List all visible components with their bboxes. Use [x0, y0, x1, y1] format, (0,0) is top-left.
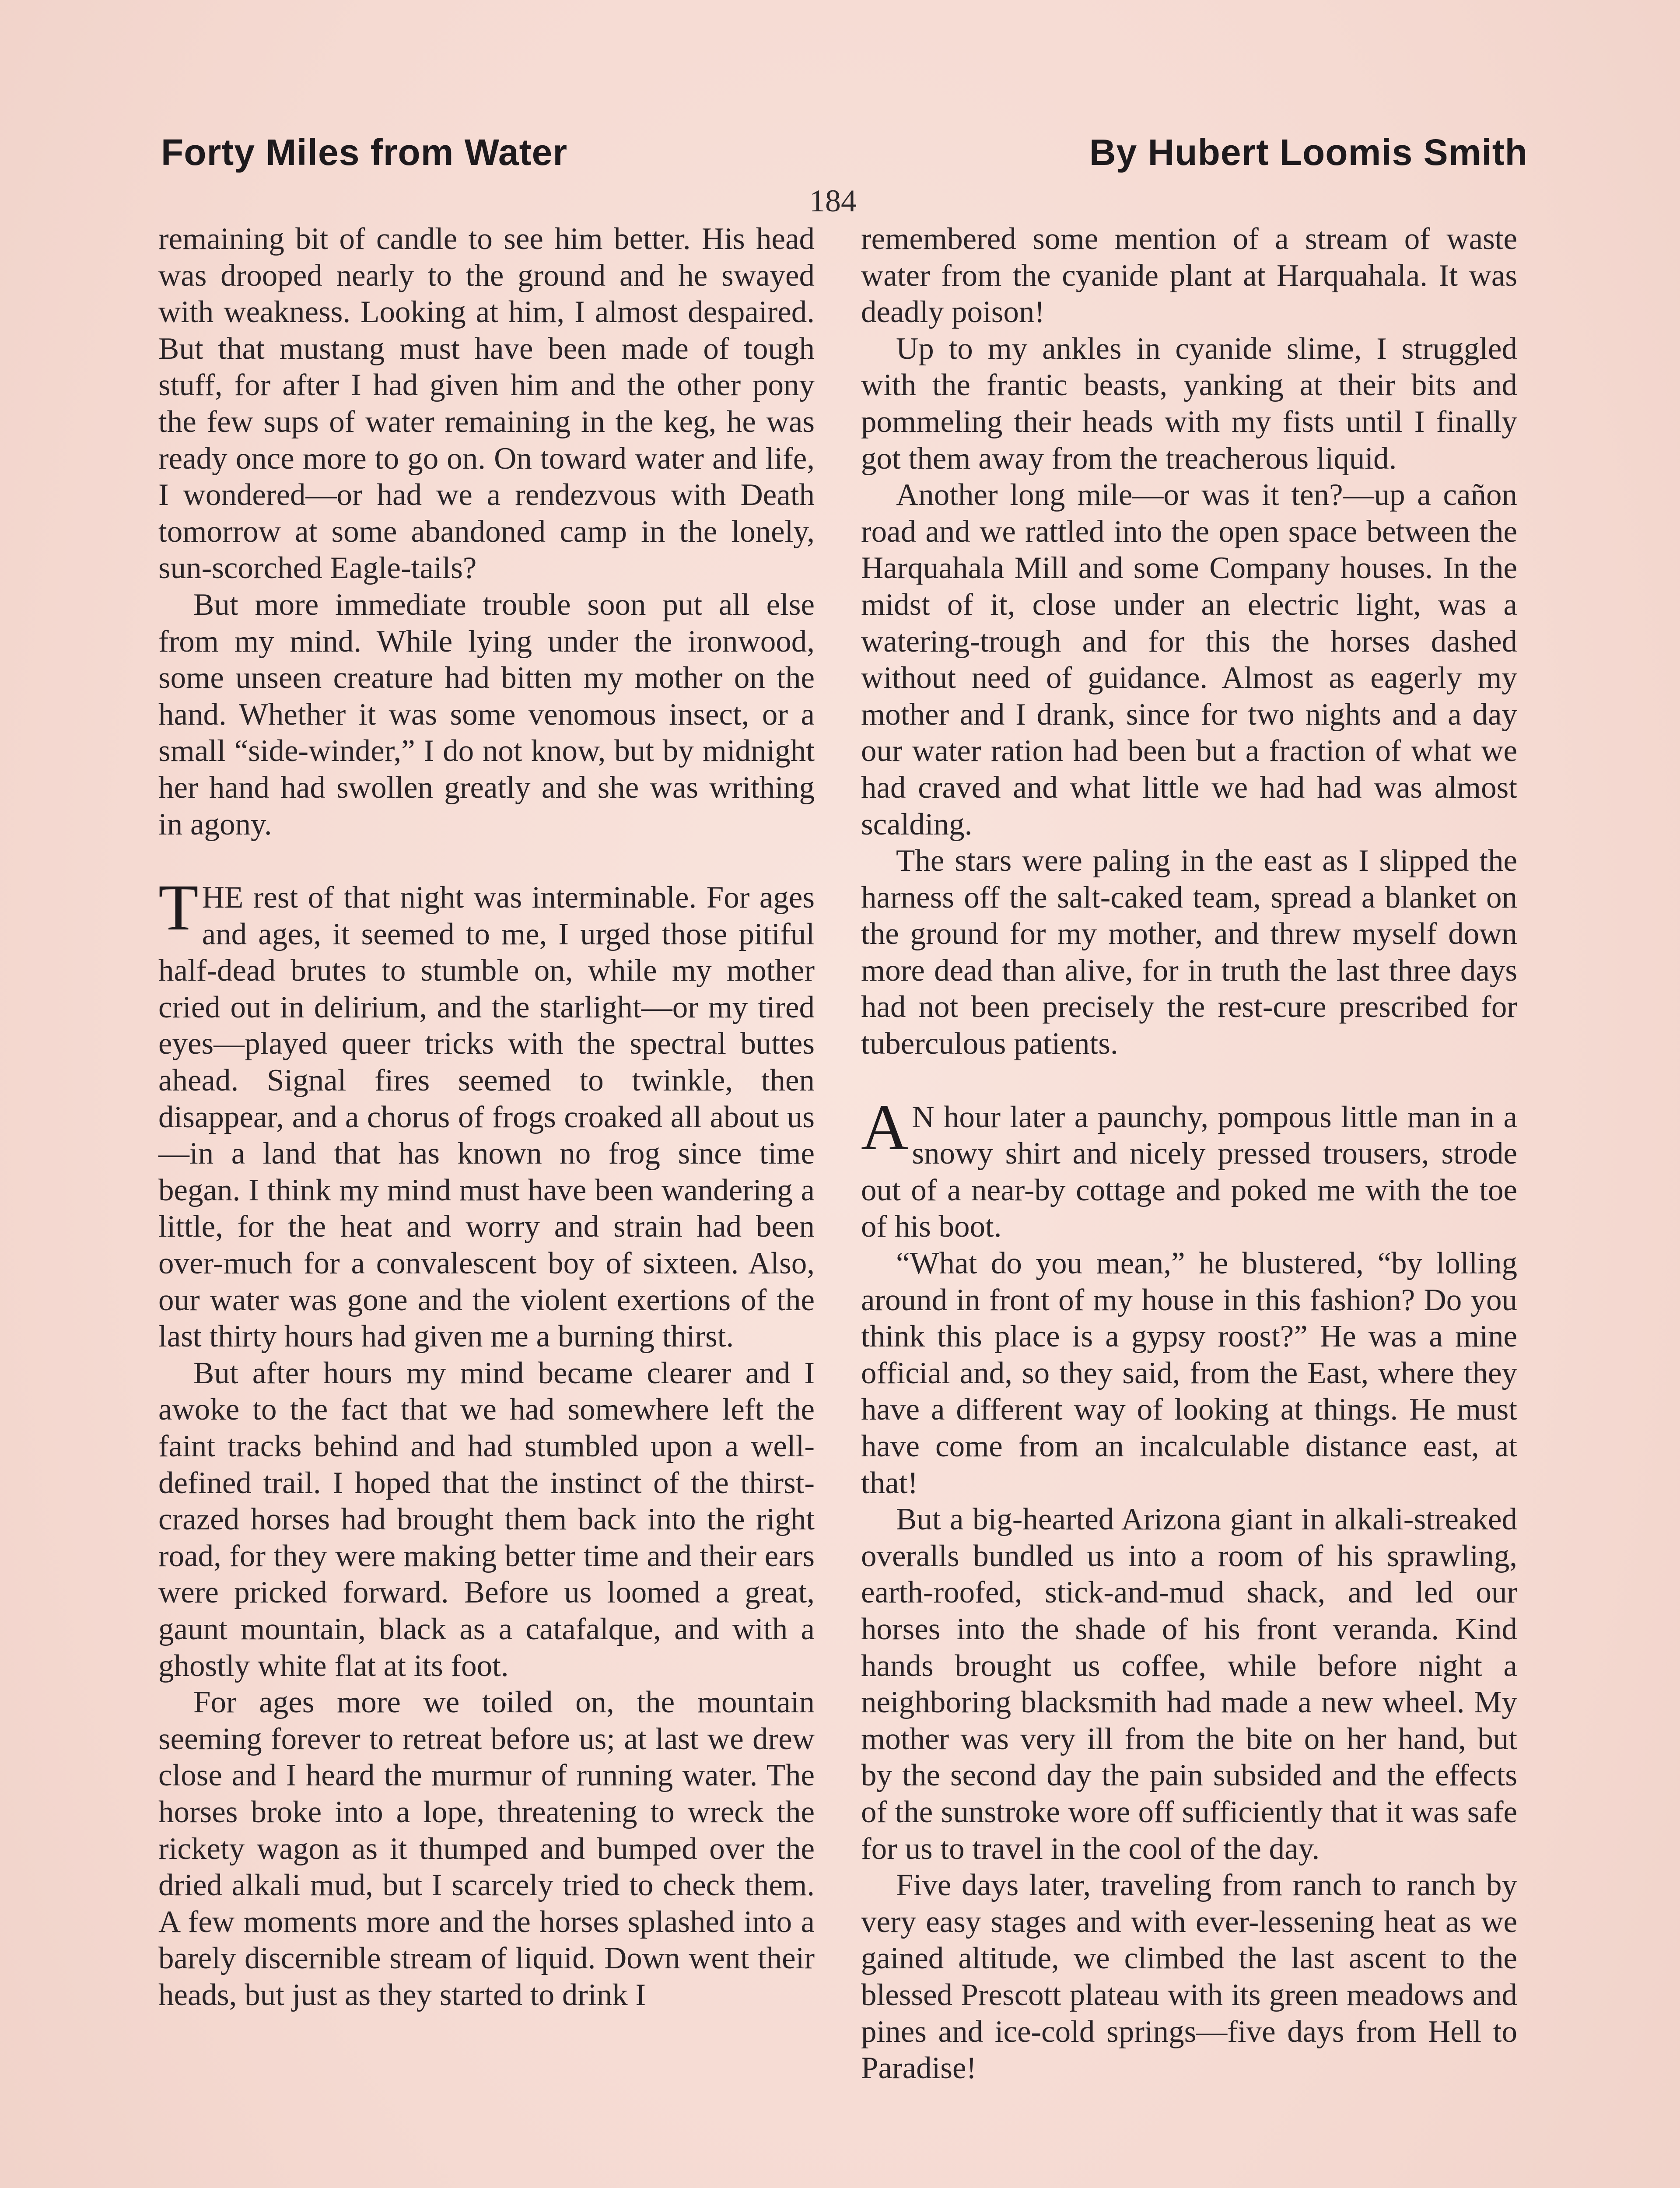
page-number: 184	[809, 183, 857, 218]
paragraph: The stars were paling in the east as I slipped the harness off the salt-caked team, spread a blanket on the ground for my mother, and threw myself down more dead than alive, for in truth the last three days had not been precisely the rest-cure prescribed for tuberculous patients.	[861, 844, 1517, 1061]
paragraph: But a big-hearted Arizona giant in alkali-streaked overalls bundled us into a room of his sprawling, earth-roofed, stick-and-mud shack, and led our horses into the shade of his front veranda. Kind hands brought us coffee, while before night a neighboring blacksmith had made a new wheel. My mother was very ill from the bite on her hand, but by the second day the pain subsided and the effects of the sunstroke wore off sufficiently that it was safe for us to travel in the cool of the day.	[861, 1502, 1517, 1866]
paragraph: But more immediate trouble soon put all else from my mind. While lying under the ironwood, some unseen creature had bitten my mother on the hand. Whether it was some venomous insect, or a small “side-winder,” I do not know, but by midnight her hand had swollen greatly and she was writhing in agony.	[158, 587, 815, 842]
paragraph: remaining bit of candle to see him better. His head was drooped nearly to the ground and he swayed with weakness. Looking at him, I almost despaired. But that mustang must have been made of tough stuff, for after I had given him and the other pony the few sups of water remaining in the keg, he was ready once more to go on. On toward water and life, I wondered—or had we a rendezvous with Death tomorrow at some abandoned camp in the lonely, sun-scorched Eagle-tails?	[158, 222, 815, 586]
left-text-column	[158, 221, 815, 2014]
paragraph: But after hours my mind became clearer and I awoke to the fact that we had somewhere left the faint tracks behind and had stumbled upon a well-defined trail. I hoped that the instinct of the thirst-crazed horses had brought them back into the right road, for they were making better time and their ears were pricked forward. Before us loomed a great, gaunt mountain, black as a catafalque, and with a ghostly white flat at its foot.	[158, 1356, 815, 1683]
story-title: Forty Miles from Water	[161, 132, 568, 173]
drop-cap: T	[158, 871, 199, 944]
section-start-paragraph	[861, 1090, 1517, 1245]
paragraph: For ages more we toiled on, the mountain seeming forever to retreat before us; at last we drew close and I heard the murmur of running water. The horses broke into a lope, threatening to wreck the rickety wagon as it thumped and bumped over the dried alkali mud, but I scarcely tried to check them. A few moments more and the horses splashed into a barely discernible stream of liquid. Down went their heads, but just as they started to drink I	[158, 1685, 815, 2012]
right-text-column	[861, 221, 1517, 2087]
story-author: By Hubert Loomis Smith	[1089, 132, 1528, 173]
drop-cap: A	[861, 1090, 909, 1164]
paragraph-text: HE rest of that night was interminable. For ages and ages, it seemed to me, I urged those pitiful half-dead brutes to stumble on, while my mother cried out in delirium, and the starlight—or my tired eyes—played queer tricks with the spectral buttes ahead. Signal fires seemed to twinkle, then disappear, and a chorus of frogs croaked all about us—in a land that has known no frog since time began. I think my mind must have been wandering a little, for the heat and worry and strain had been over-much for a convalescent boy of sixteen. Also, our water was gone and the violent exertions of the last thirty hours had given me a burning thirst.	[158, 880, 815, 1354]
paragraph: Another long mile—or was it ten?—up a cañon road and we rattled into the open space between the Harquahala Mill and some Company houses. In the midst of it, close under an electric light, was a watering-trough and for this the horses dashed without need of guidance. Almost as eagerly my mother and I drank, since for two nights and a day our water ration had been but a fraction of what we had craved and what little we had had was almost scalding.	[861, 478, 1517, 842]
section-start-paragraph	[158, 871, 815, 1355]
paragraph-text: N hour later a paunchy, pompous little man in a snowy shirt and nicely pressed trousers, strode out of a near-by cottage and poked me with the toe of his boot.	[861, 1100, 1517, 1244]
paragraph: remembered some mention of a stream of waste water from the cyanide plant at Harquahala. It was deadly poison!	[861, 222, 1517, 330]
paragraph: “What do you mean,” he blustered, “by lolling around in front of my house in this fashion? Do you think this place is a gypsy roost?” He was a mine official and, so they said, from the East, where they have a different way of looking at things. He must have come from an incalculable distance east, at that!	[861, 1246, 1517, 1500]
paragraph: Up to my ankles in cyanide slime, I struggled with the frantic beasts, yanking at their bits and pommeling their heads with my fists until I finally got them away from the treacherous liquid.	[861, 331, 1517, 476]
paragraph: Five days later, traveling from ranch to ranch by very easy stages and with ever-lessening heat as we gained altitude, we climbed the last ascent to the blessed Prescott plateau with its green meadows and pines and ice-cold springs—five days from Hell to Paradise!	[861, 1868, 1517, 2086]
